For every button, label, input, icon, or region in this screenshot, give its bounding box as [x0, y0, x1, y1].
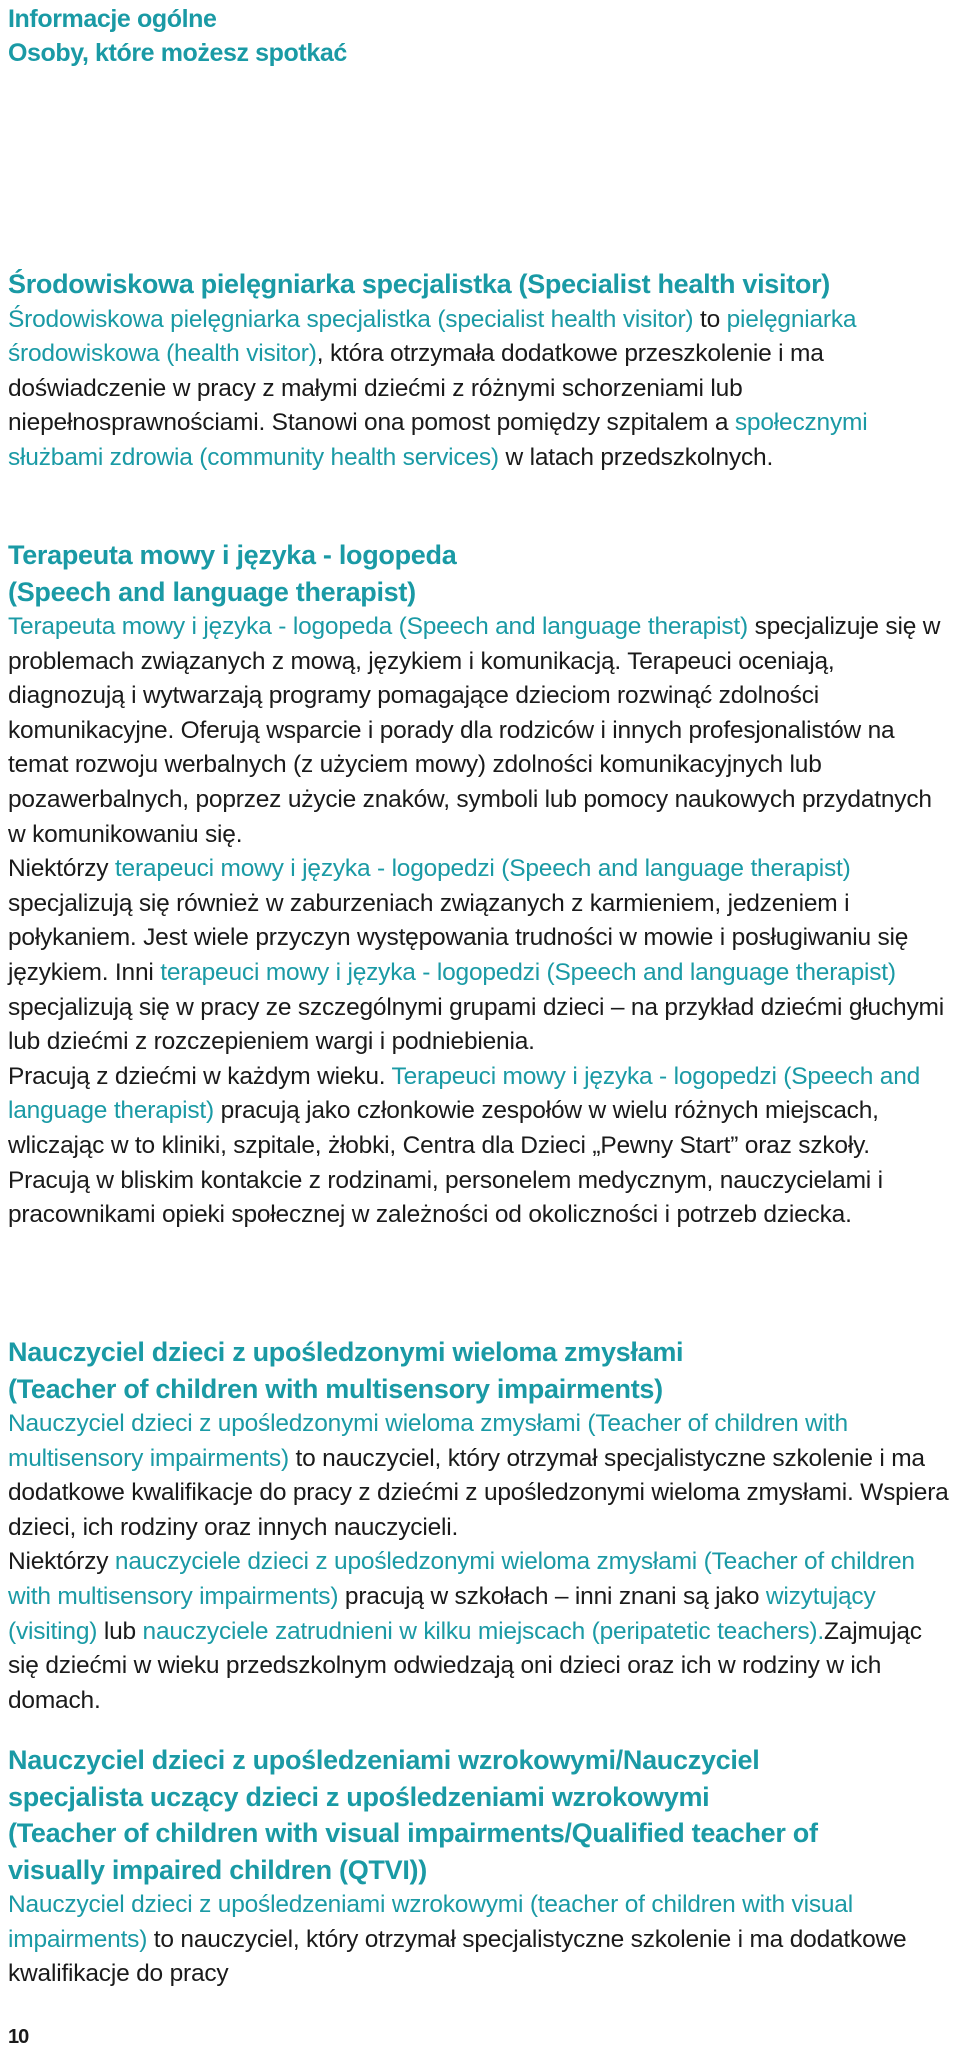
body-text: , która otrzymała dodatkowe przeszkolenie i ma doświadczenie w pracy z małymi dziećmi z różnymi schorzeniami lub niepełnosprawnościami. Stanowi ona pomost pomiędzy szpitalem a: [8, 340, 824, 437]
section-body: [8, 303, 953, 476]
highlighted-term: Terapeuta mowy i języka - logopeda (Speech and language therapist): [8, 613, 748, 640]
highlighted-term: Terapeuci mowy i języka - logopedzi (Speech and language therapist): [8, 1062, 921, 1125]
body-text: to: [693, 305, 727, 333]
highlighted-term: Środowiskowa pielęgniarka specjalistka (specialist health visitor): [8, 305, 694, 333]
highlighted-term: wizytujący (visiting): [8, 1582, 876, 1645]
body-text: to nauczyciel, który otrzymał specjalistyczne szkolenie i ma dodatkowe kwalifikacje do pracy z dziećmi z upośledzonymi wieloma zmysłami. Wspiera dzieci, ich rodziny oraz innych nauczycieli.: [8, 1444, 949, 1541]
page-number: 10: [8, 2026, 29, 2048]
section-heading: [8, 266, 953, 303]
body-text: Pracują z dziećmi w każdym wieku.: [8, 1062, 392, 1090]
section-heading: [8, 537, 953, 610]
body-text: pracują w szkołach – inni znani są jako: [338, 1582, 766, 1610]
section-body: [8, 610, 953, 1233]
body-text: specjalizują się również w zaburzeniach związanych z karmieniem, jedzeniem i połykaniem. Jest wiele przyczyn występowania trudności w mowie i posługiwaniu się językiem. Inni: [8, 889, 909, 986]
heading-line: visually impaired children (QTVI)): [8, 1854, 427, 1885]
body-text: pracują jako członkowie zespołów w wielu różnych miejscach, wliczając w to kliniki, szpitale, żłobki, Centra dla Dzieci „Pewny Start” oraz szkoły. Pracują w bliskim kontakcie z rodzinami, personelem medycznym, nauczycielami i pracownikami opieki społecznej w zależności od okoliczności i potrzeb dziecka.: [8, 1097, 883, 1229]
heading-line: Środowiskowa pielęgniarka specjalistka (Specialist health visitor): [8, 269, 830, 299]
highlighted-term: nauczyciele zatrudnieni w kilku miejscach (peripatetic teachers).: [142, 1617, 825, 1645]
heading-line: Nauczyciel dzieci z upośledzonymi wieloma zmysłami: [8, 1337, 684, 1367]
header-line-1: Informacje ogólne: [8, 5, 217, 33]
body-text: specjalizują się w pracy ze szczególnymi grupami dzieci – na przykład dziećmi głuchymi lub dziećmi z rozczepieniem wargi i podniebienia.: [8, 993, 944, 1056]
highlighted-term: terapeuci mowy i języka - logopedzi (Speech and language therapist): [160, 958, 896, 986]
highlighted-term: pielęgniarka środowiskowa (health visitor): [8, 305, 857, 368]
header-line-2: Osoby, które możesz spotkać: [8, 39, 347, 67]
highlighted-term: społecznymi służbami zdrowia (community health services): [8, 409, 868, 471]
section-body: [8, 1888, 953, 1992]
heading-line: (Speech and language therapist): [8, 576, 416, 607]
highlighted-term: terapeuci mowy i języka - logopedzi (Speech and language therapist): [114, 855, 851, 883]
section-speech-therapist: [8, 537, 953, 1233]
body-text: specjalizuje się w problemach związanych z mową, językiem i komunikacją. Terapeuci oceniają, diagnozują i wytwarzają programy pomagające dzieciom rozwinąć zdolności komunikacyjne. Oferują wsparcie i porady dla rodziców i innych profesjonalistów na temat rozwoju werbalnych (z użyciem mowy) zdolności komunikacyjnych lub pozawerbalnych, poprzez użycie znaków, symboli lub pomocy naukowych przydatnych w komunikowaniu się.: [8, 613, 941, 848]
page-header: [8, 2, 347, 70]
body-text: w latach przedszkolnych.: [498, 443, 774, 471]
section-heading: [8, 1334, 953, 1407]
section-health-visitor: [8, 266, 953, 475]
heading-line: specjalista uczący dzieci z upośledzeniami wzrokowymi: [8, 1781, 710, 1812]
section-visual-impairment-teacher: [8, 1742, 953, 1992]
heading-line: (Teacher of children with multisensory impairments): [8, 1373, 663, 1404]
highlighted-term: nauczyciele dzieci z upośledzonymi wieloma zmysłami (Teacher of children with multisensory impairments): [8, 1548, 915, 1610]
heading-line: Nauczyciel dzieci z upośledzeniami wzrokowymi/Nauczyciel: [8, 1745, 760, 1775]
body-text: Niektórzy: [8, 855, 115, 883]
section-multisensory-teacher: [8, 1334, 953, 1718]
body-text: to nauczyciel, który otrzymał specjalistyczne szkolenie i ma dodatkowe kwalifikacje do pracy: [8, 1925, 907, 1988]
highlighted-term: Nauczyciel dzieci z upośledzonymi wieloma zmysłami (Teacher of children with multisensory impairments): [8, 1410, 848, 1472]
heading-line: Terapeuta mowy i języka - logopeda: [8, 540, 457, 570]
body-text: Zajmując się dziećmi w wieku przedszkolnym odwiedzają oni dzieci oraz ich w rodziny w ich domach.: [8, 1617, 922, 1714]
heading-line: (Teacher of children with visual impairments/Qualified teacher of: [8, 1818, 818, 1848]
body-text: lub: [97, 1617, 143, 1645]
section-heading: [8, 1742, 953, 1888]
section-body: [8, 1407, 953, 1718]
highlighted-term: Nauczyciel dzieci z upośledzeniami wzrokowymi (teacher of children with visual impairments): [8, 1891, 853, 1953]
body-text: Niektórzy: [8, 1548, 115, 1576]
